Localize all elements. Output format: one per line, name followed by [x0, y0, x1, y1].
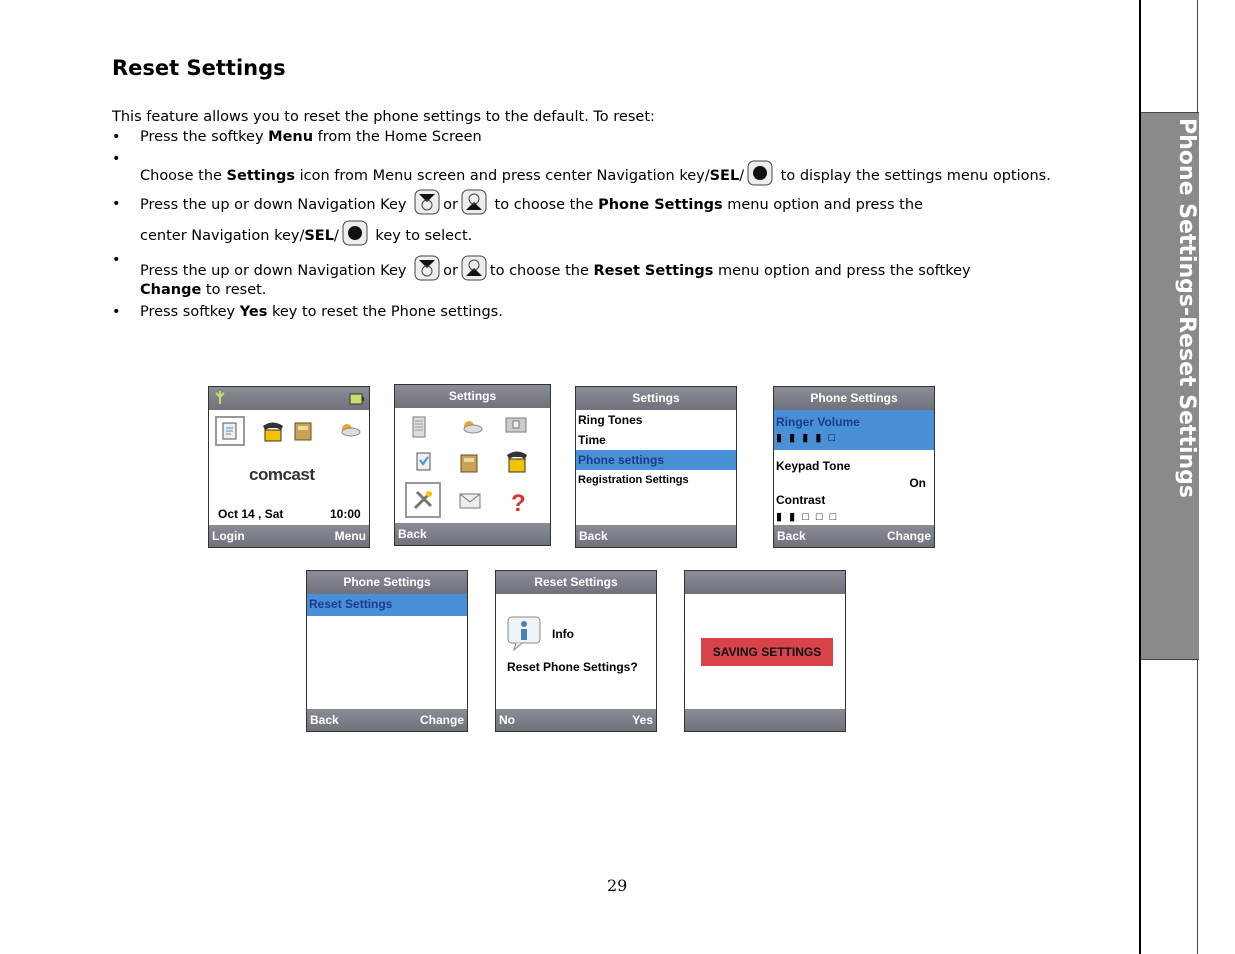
softkey-bar — [774, 525, 934, 547]
keypad-tone-value: On — [909, 476, 926, 490]
home-date: Oct 14 , Sat — [218, 507, 284, 521]
phone-icon — [505, 448, 529, 474]
status-bar — [209, 387, 369, 410]
softkey-bar — [307, 709, 467, 731]
signal-icon — [213, 389, 227, 405]
weather-icon — [337, 421, 361, 437]
page-number: 29 — [607, 876, 628, 895]
phonebook-icon — [215, 416, 245, 446]
menu-screen — [394, 384, 551, 546]
softkey-login[interactable]: Login — [212, 529, 245, 543]
softkey-no[interactable]: No — [499, 713, 515, 727]
softkey-change[interactable]: Change — [419, 713, 464, 727]
info-icon — [506, 615, 544, 651]
page-title: Reset Settings — [112, 56, 286, 80]
step-5: • Press softkey Yes key to reset the Phone settings. — [112, 303, 1052, 322]
softkey-bar — [496, 709, 656, 731]
contrast-label[interactable]: Contrast — [776, 493, 826, 507]
softkey-bar — [685, 709, 845, 731]
softkey-back[interactable]: Back — [398, 527, 427, 541]
help-icon — [509, 489, 527, 515]
phonebook-icon — [415, 451, 433, 473]
reset-question: Reset Phone Settings? — [507, 660, 638, 674]
step-3: • Press the up or down Navigation Key or to choose the Phone Settings menu option and press the center Navigation key/SEL/ key to select. — [112, 189, 1052, 251]
softkey-back[interactable]: Back — [777, 529, 806, 543]
phone-settings-header: Phone Settings — [774, 387, 934, 410]
softkey-bar — [395, 523, 550, 545]
svg-text:?: ? — [511, 490, 526, 515]
book-icon — [459, 452, 481, 474]
steps-list — [112, 128, 1052, 325]
info-title: Info — [552, 627, 574, 641]
ringer-volume-level: ▮ ▮ ▮ ▮ □ — [776, 432, 838, 444]
nav-up-key-icon — [414, 255, 440, 281]
step-2: • Choose the Settings icon from Menu screen and press center Navigation key/SEL/ to display the settings menu options. — [112, 150, 1052, 186]
nav-up-key-icon — [414, 189, 440, 215]
battery-icon — [349, 393, 365, 405]
keypad-tone-label[interactable]: Keypad Tone — [776, 459, 851, 473]
softkey-back[interactable]: Back — [579, 529, 608, 543]
softkey-menu[interactable]: Menu — [334, 529, 366, 543]
nav-down-key-icon — [461, 255, 487, 281]
menu-item-phone-settings[interactable]: Phone settings — [576, 450, 736, 470]
nav-down-key-icon — [461, 189, 487, 215]
reset-confirm-screen — [495, 570, 657, 732]
nav-center-key-icon — [342, 220, 368, 246]
menu-item-reset-settings[interactable]: Reset Settings — [307, 594, 467, 616]
home-screen — [208, 386, 370, 548]
step-4: • Press the up or down Navigation Key or to choose the Reset Settings menu option and press the softkey Change to reset. — [112, 251, 1052, 300]
menu-item-ring-tones[interactable]: Ring Tones — [578, 413, 643, 427]
softkey-bar — [576, 525, 736, 547]
step-1: • Press the softkey Menu from the Home Screen — [112, 128, 1052, 147]
phone-settings-reset-screen — [306, 570, 468, 732]
phone-settings-screen — [773, 386, 935, 548]
saving-banner: SAVING SETTINGS — [701, 638, 833, 666]
notepad-icon — [411, 416, 427, 438]
intro-text: This feature allows you to reset the phone settings to the default. To reset: — [112, 109, 655, 125]
saving-header — [685, 571, 845, 594]
settings-header: Settings — [576, 387, 736, 410]
radio-icon — [505, 416, 527, 434]
menu-item-time[interactable]: Time — [578, 433, 606, 447]
reset-header: Reset Settings — [496, 571, 656, 594]
phone-icon — [261, 420, 285, 442]
settings-icon[interactable] — [405, 482, 441, 518]
side-tab — [1139, 0, 1198, 954]
mail-icon — [459, 493, 481, 509]
contrast-level: ▮ ▮ □ □ □ — [776, 511, 839, 523]
ringer-volume-label: Ringer Volume — [776, 415, 860, 429]
weather-icon — [459, 418, 483, 434]
softkey-back[interactable]: Back — [310, 713, 339, 727]
home-time: 10:00 — [330, 507, 361, 521]
softkey-yes[interactable]: Yes — [632, 713, 653, 727]
brand-logo: comcast — [249, 465, 315, 484]
settings-screen — [575, 386, 737, 548]
softkey-bar — [209, 525, 369, 547]
menu-header: Settings — [395, 385, 550, 408]
book-icon — [293, 420, 315, 442]
softkey-change[interactable]: Change — [886, 529, 931, 543]
ringer-volume-row[interactable] — [774, 410, 934, 450]
menu-item-registration-settings[interactable]: Registration Settings — [578, 474, 689, 486]
saving-screen — [684, 570, 846, 732]
nav-center-key-icon — [747, 160, 773, 186]
side-tab-label: Phone Settings-Reset Settings — [1174, 118, 1199, 499]
phone-settings-header: Phone Settings — [307, 571, 467, 594]
